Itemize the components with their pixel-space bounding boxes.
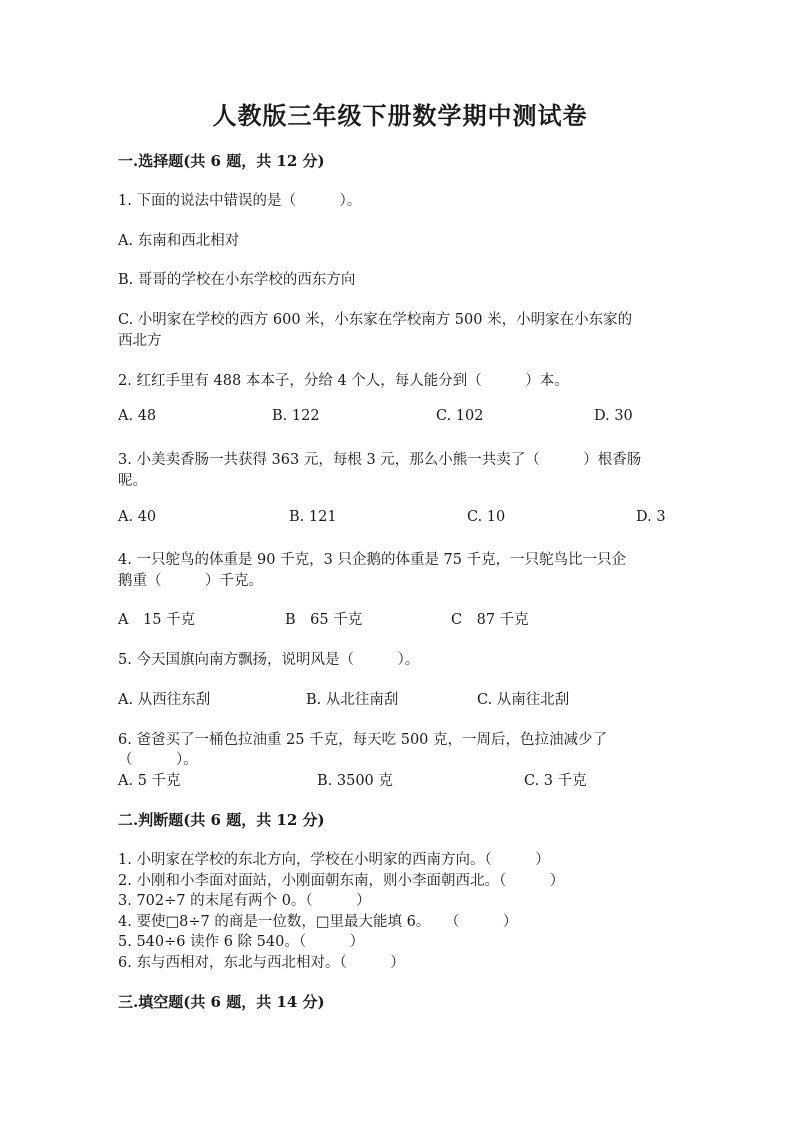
question-6-option-a: A. 5 千克 xyxy=(118,773,181,789)
judge-item-3: 3. 702÷7 的末尾有两个 0。（ ） xyxy=(118,893,371,909)
question-3-option-a: A. 40 xyxy=(118,509,157,525)
judge-item-4: 4. 要使□8÷7 的商是一位数，□里最大能填 6。 （ ） xyxy=(118,914,518,930)
question-4-option-c: C 87 千克 xyxy=(451,612,529,628)
question-2-option-d: D. 30 xyxy=(594,408,633,424)
question-6-stem: 6. 爸爸买了一桶色拉油重 25 千克，每天吃 500 克，一周后，色拉油减少了 xyxy=(118,732,608,748)
question-2-option-c: C. 102 xyxy=(436,408,484,424)
question-1-option-c-cont: 西北方 xyxy=(118,333,162,349)
page-title: 人教版三年级下册数学期中测试卷 xyxy=(212,101,588,130)
question-6-stem-cont: （ ）。 xyxy=(118,752,198,768)
question-5-option-b: B. 从北往南刮 xyxy=(306,692,399,708)
question-6-option-b: B. 3500 克 xyxy=(317,773,393,789)
judge-item-5: 5. 540÷6 读作 6 除 540。（ ） xyxy=(118,934,365,950)
question-4-option-b: B 65 千克 xyxy=(285,612,363,628)
question-1-option-c: C. 小明家在学校的西方 600 米，小东家在学校南方 500 米，小明家在小东家的 xyxy=(118,312,633,328)
question-1-option-b: B. 哥哥的学校在小东学校的西东方向 xyxy=(118,272,356,288)
question-3-option-c: C. 10 xyxy=(467,509,506,525)
question-2-option-b: B. 122 xyxy=(272,408,320,424)
question-2-stem: 2. 红红手里有 488 本本子，分给 4 个人，每人能分到（ ）本。 xyxy=(118,373,569,389)
question-4-option-a: A 15 千克 xyxy=(118,612,196,628)
question-5-stem: 5. 今天国旗向南方飘扬，说明风是（ ）。 xyxy=(118,652,420,668)
question-3-option-b: B. 121 xyxy=(289,509,337,525)
question-3-stem-cont: 呢。 xyxy=(118,473,147,489)
question-1-stem: 1. 下面的说法中错误的是（ ）。 xyxy=(118,193,362,209)
section-header-true-false: 二.判断题(共 6 题，共 12 分) xyxy=(118,811,325,829)
question-4-stem: 4. 一只鸵鸟的体重是 90 千克，3 只企鹅的体重是 75 千克，一只鸵鸟比一只企 xyxy=(118,552,627,568)
section-header-choice: 一.选择题(共 6 题，共 12 分) xyxy=(118,152,325,170)
judge-item-1: 1. 小明家在学校的东北方向，学校在小明家的西南方向。（ ） xyxy=(118,852,550,868)
question-5-option-a: A. 从西往东刮 xyxy=(118,692,211,708)
question-3-stem: 3. 小美卖香肠一共获得 363 元，每根 3 元，那么小熊一共卖了（ ）根香肠 xyxy=(118,452,642,468)
question-1-option-a: A. 东南和西北相对 xyxy=(118,233,240,249)
question-2-option-a: A. 48 xyxy=(118,408,157,424)
section-header-fill-blank: 三.填空题(共 6 题，共 14 分) xyxy=(118,993,325,1011)
question-6-option-c: C. 3 千克 xyxy=(524,773,587,789)
question-5-option-c: C. 从南往北刮 xyxy=(477,692,570,708)
question-4-stem-cont: 鹅重（ ）千克。 xyxy=(118,573,263,589)
question-3-option-d: D. 3 xyxy=(636,509,666,525)
judge-item-2: 2. 小刚和小李面对面站，小刚面朝东南，则小李面朝西北。（ ） xyxy=(118,873,565,889)
judge-item-6: 6. 东与西相对，东北与西北相对。（ ） xyxy=(118,955,405,971)
